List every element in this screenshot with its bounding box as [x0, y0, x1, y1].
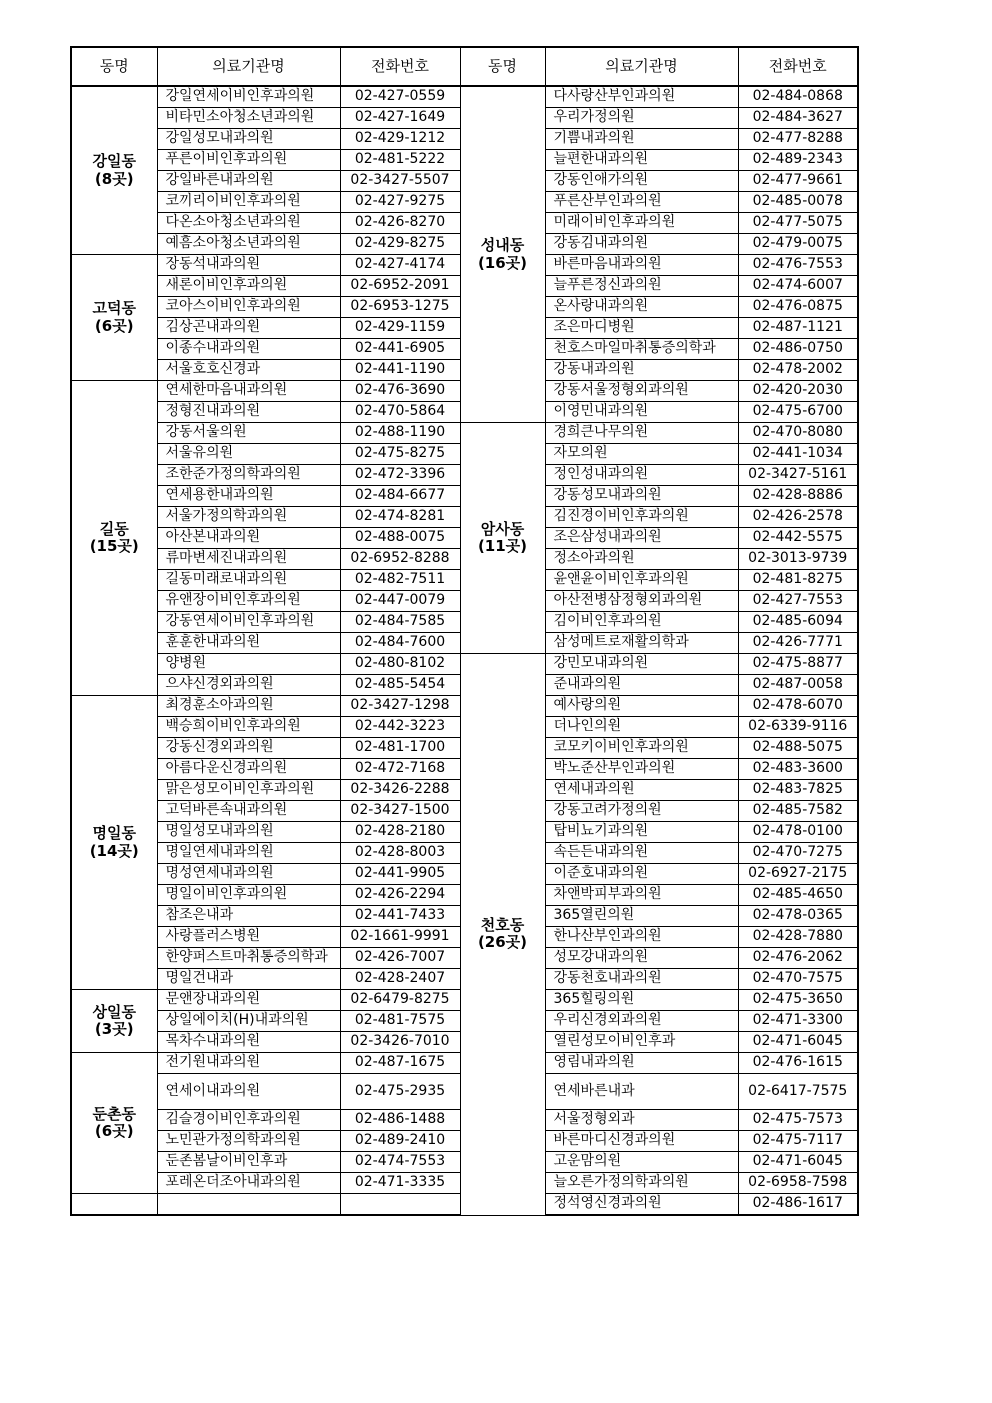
clinic-name: 길동미래로내과의원	[157, 570, 340, 591]
clinic-phone: 02-472-7168	[340, 759, 460, 780]
clinic-phone: 02-484-6677	[340, 486, 460, 507]
clinic-phone: 02-487-1121	[738, 318, 858, 339]
clinic-name: 강일바른내과의원	[157, 171, 340, 192]
clinic-name: 서울정형외과	[545, 1110, 738, 1131]
clinic-phone: 02-6339-9116	[738, 717, 858, 738]
header-dong: 동명	[460, 47, 545, 86]
clinic-name: 코끼리이비인후과의원	[157, 192, 340, 213]
clinic-phone: 02-475-8877	[738, 654, 858, 675]
clinic-name: 정형진내과의원	[157, 402, 340, 423]
clinic-name: 새론이비인후과의원	[157, 276, 340, 297]
clinic-phone: 02-478-0100	[738, 822, 858, 843]
clinic-phone: 02-483-7825	[738, 780, 858, 801]
clinic-phone: 02-441-1034	[738, 444, 858, 465]
dong-cell	[460, 86, 545, 423]
clinic-name: 김이비인후과의원	[545, 612, 738, 633]
clinic-name: 아산전병삼정형외과의원	[545, 591, 738, 612]
clinic-name: 전기원내과의원	[157, 1053, 340, 1074]
clinic-name: 연세내과의원	[545, 780, 738, 801]
clinic-phone: 02-426-8270	[340, 213, 460, 234]
clinic-phone: 02-485-5454	[340, 675, 460, 696]
clinic-name: 명일건내과	[157, 969, 340, 990]
clinic-phone: 02-470-7275	[738, 843, 858, 864]
dong-name: 암사동	[480, 519, 525, 538]
clinic-phone: 02-484-7585	[340, 612, 460, 633]
clinic-phone: 02-6952-2091	[340, 276, 460, 297]
clinic-name: 천호스마일마취통증의학과	[545, 339, 738, 360]
dong-cell	[71, 381, 157, 696]
clinic-phone: 02-480-8102	[340, 654, 460, 675]
header-name: 의료기관명	[157, 47, 340, 86]
clinic-phone: 02-472-3396	[340, 465, 460, 486]
clinic-phone: 02-489-2410	[340, 1131, 460, 1152]
clinic-name: 정석영신경과의원	[545, 1194, 738, 1216]
clinic-phone: 02-476-0875	[738, 297, 858, 318]
header-name: 의료기관명	[545, 47, 738, 86]
clinic-phone: 02-474-7553	[340, 1152, 460, 1173]
dong-cell	[460, 654, 545, 1216]
clinic-phone: 02-6927-2175	[738, 864, 858, 885]
clinic-phone: 02-476-3690	[340, 381, 460, 402]
clinic-phone: 02-426-7771	[738, 633, 858, 654]
header-phone: 전화번호	[340, 47, 460, 86]
clinic-phone: 02-470-7575	[738, 969, 858, 990]
dong-name: 천호동	[480, 916, 525, 934]
clinic-name: 강동내과의원	[545, 360, 738, 381]
header-row	[71, 47, 858, 86]
clinic-phone: 02-3013-9739	[738, 549, 858, 570]
clinic-name: 고덕바른속내과의원	[157, 801, 340, 822]
clinic-name: 늘편한내과의원	[545, 150, 738, 171]
clinic-phone: 02-487-0058	[738, 675, 858, 696]
clinic-phone: 02-475-2935	[340, 1074, 460, 1110]
clinic-name: 차앤박피부과의원	[545, 885, 738, 906]
clinic-phone: 02-471-6045	[738, 1032, 858, 1053]
clinic-name: 고운맘의원	[545, 1152, 738, 1173]
clinic-name: 서울호호신경과	[157, 360, 340, 381]
clinic-phone: 02-485-0078	[738, 192, 858, 213]
clinic-phone: 02-3427-5161	[738, 465, 858, 486]
dong-cell	[71, 1053, 157, 1194]
dong-cell	[71, 990, 157, 1053]
clinic-phone: 02-483-3600	[738, 759, 858, 780]
clinic-phone: 02-478-6070	[738, 696, 858, 717]
clinic-phone: 02-6953-1275	[340, 297, 460, 318]
clinic-phone: 02-428-8003	[340, 843, 460, 864]
dong-count: (8곳)	[94, 169, 134, 188]
clinic-phone: 02-427-7553	[738, 591, 858, 612]
clinic-phone: 02-428-8886	[738, 486, 858, 507]
clinic-name: 탑비뇨기과의원	[545, 822, 738, 843]
clinic-name: 최경훈소아과의원	[157, 696, 340, 717]
clinic-name: 김진경이비인후과의원	[545, 507, 738, 528]
clinic-phone: 02-475-3650	[738, 990, 858, 1011]
clinic-name: 연세용한내과의원	[157, 486, 340, 507]
clinic-phone: 02-441-1190	[340, 360, 460, 381]
clinic-name: 조은삼성내과의원	[545, 528, 738, 549]
clinic-phone: 02-476-7553	[738, 255, 858, 276]
clinic-name: 365힐링의원	[545, 990, 738, 1011]
clinic-name: 강동천호내과의원	[545, 969, 738, 990]
clinic-name: 명일성모내과의원	[157, 822, 340, 843]
clinic-name: 장동석내과의원	[157, 255, 340, 276]
dong-name: 상일동	[92, 1002, 136, 1021]
clinic-name: 속든든내과의원	[545, 843, 738, 864]
clinic-name: 성모강내과의원	[545, 948, 738, 969]
clinic-name: 서울유의원	[157, 444, 340, 465]
clinic-phone: 02-427-4174	[340, 255, 460, 276]
clinic-name: 강일연세이비인후과의원	[157, 86, 340, 108]
clinic-phone: 02-479-0075	[738, 234, 858, 255]
clinic-phone: 02-485-7582	[738, 801, 858, 822]
clinic-phone: 02-470-8080	[738, 423, 858, 444]
clinic-phone: 02-426-2578	[738, 507, 858, 528]
clinic-name: 열린성모이비인후과	[545, 1032, 738, 1053]
clinic-phone: 02-488-5075	[738, 738, 858, 759]
clinic-phone: 02-489-2343	[738, 150, 858, 171]
clinic-phone: 02-477-9661	[738, 171, 858, 192]
clinic-name: 아산본내과의원	[157, 528, 340, 549]
clinic-name: 훈훈한내과의원	[157, 633, 340, 654]
clinic-phone: 02-441-9905	[340, 864, 460, 885]
clinic-name: 예흠소아청소년과의원	[157, 234, 340, 255]
dong-count: (6곳)	[94, 316, 134, 335]
clinic-name: 박노준산부인과의원	[545, 759, 738, 780]
clinic-phone: 02-6952-8288	[340, 549, 460, 570]
clinic-name: 양병원	[157, 654, 340, 675]
clinic-name: 바른마디신경과의원	[545, 1131, 738, 1152]
clinic-phone: 02-488-0075	[340, 528, 460, 549]
clinic-name: 포레온더조아내과의원	[157, 1173, 340, 1194]
clinic-phone: 02-470-5864	[340, 402, 460, 423]
clinic-phone: 02-482-7511	[340, 570, 460, 591]
clinic-phone: 02-3427-1500	[340, 801, 460, 822]
table-row	[71, 423, 858, 444]
clinic-phone: 02-485-6094	[738, 612, 858, 633]
clinic-name: 365열린의원	[545, 906, 738, 927]
dong-cell	[460, 423, 545, 654]
clinic-phone: 02-420-2030	[738, 381, 858, 402]
empty-cell	[157, 1194, 340, 1216]
clinic-name: 영림내과의원	[545, 1053, 738, 1074]
clinic-phone: 02-441-6905	[340, 339, 460, 360]
dong-count: (26곳)	[477, 933, 528, 952]
clinic-name: 미래이비인후과의원	[545, 213, 738, 234]
clinic-name: 비타민소아청소년과의원	[157, 108, 340, 129]
clinic-name: 맑은성모이비인후과의원	[157, 780, 340, 801]
clinic-directory-table	[70, 46, 859, 1216]
clinic-phone: 02-475-8275	[340, 444, 460, 465]
clinic-phone: 02-476-1615	[738, 1053, 858, 1074]
clinic-phone: 02-481-8275	[738, 570, 858, 591]
clinic-name: 참조은내과	[157, 906, 340, 927]
clinic-name: 류마변세진내과의원	[157, 549, 340, 570]
clinic-phone: 02-484-7600	[340, 633, 460, 654]
clinic-name: 강동서울의원	[157, 423, 340, 444]
clinic-phone: 02-429-8275	[340, 234, 460, 255]
clinic-name: 이영민내과의원	[545, 402, 738, 423]
clinic-phone: 02-477-8288	[738, 129, 858, 150]
table-row	[71, 86, 858, 108]
dong-count: (14곳)	[89, 841, 139, 860]
clinic-name: 아름다운신경과의원	[157, 759, 340, 780]
clinic-name: 명성연세내과의원	[157, 864, 340, 885]
clinic-phone: 02-471-3335	[340, 1173, 460, 1194]
dong-count: (3곳)	[94, 1020, 134, 1038]
dong-cell	[71, 86, 157, 255]
clinic-phone: 02-427-0559	[340, 86, 460, 108]
dong-count: (11곳)	[477, 537, 528, 555]
clinic-phone: 02-442-5575	[738, 528, 858, 549]
clinic-name: 강동김내과의원	[545, 234, 738, 255]
clinic-name: 백승희이비인후과의원	[157, 717, 340, 738]
clinic-phone: 02-488-1190	[340, 423, 460, 444]
dong-name: 고덕동	[92, 299, 136, 318]
clinic-name: 김슬경이비인후과의원	[157, 1110, 340, 1131]
clinic-name: 경희큰나무의원	[545, 423, 738, 444]
clinic-name: 준내과의원	[545, 675, 738, 696]
clinic-name: 윤앤윤이비인후과의원	[545, 570, 738, 591]
dong-cell	[71, 255, 157, 381]
clinic-name: 코모키이비인후과의원	[545, 738, 738, 759]
clinic-name: 강동신경외과의원	[157, 738, 340, 759]
clinic-name: 온사랑내과의원	[545, 297, 738, 318]
clinic-phone: 02-6958-7598	[738, 1173, 858, 1194]
clinic-name: 한양퍼스트마취통증의학과	[157, 948, 340, 969]
dong-name: 길동	[99, 519, 129, 538]
clinic-name: 강동연세이비인후과의원	[157, 612, 340, 633]
clinic-phone: 02-3426-2288	[340, 780, 460, 801]
dong-name: 강일동	[92, 152, 136, 171]
clinic-phone: 02-428-7880	[738, 927, 858, 948]
clinic-phone: 02-486-0750	[738, 339, 858, 360]
clinic-phone: 02-481-1700	[340, 738, 460, 759]
clinic-name: 정소아과의원	[545, 549, 738, 570]
dong-count: (6곳)	[94, 1122, 134, 1140]
clinic-name: 명일연세내과의원	[157, 843, 340, 864]
clinic-name: 연세이내과의원	[157, 1074, 340, 1110]
clinic-name: 다온소아청소년과의원	[157, 213, 340, 234]
clinic-name: 한나산부인과의원	[545, 927, 738, 948]
dong-count: (16곳)	[477, 253, 528, 272]
clinic-phone: 02-447-0079	[340, 591, 460, 612]
clinic-phone: 02-484-0868	[738, 86, 858, 108]
clinic-name: 문앤장내과의원	[157, 990, 340, 1011]
clinic-name: 더나인의원	[545, 717, 738, 738]
clinic-name: 노민관가정의학과의원	[157, 1131, 340, 1152]
dong-name: 명일동	[92, 824, 136, 843]
clinic-phone: 02-429-1159	[340, 318, 460, 339]
clinic-name: 삼성메트로재활의학과	[545, 633, 738, 654]
clinic-phone: 02-3427-5507	[340, 171, 460, 192]
clinic-phone: 02-475-6700	[738, 402, 858, 423]
clinic-phone: 02-474-8281	[340, 507, 460, 528]
clinic-name: 강민모내과의원	[545, 654, 738, 675]
clinic-name: 정인성내과의원	[545, 465, 738, 486]
clinic-phone: 02-442-3223	[340, 717, 460, 738]
clinic-name: 바른마음내과의원	[545, 255, 738, 276]
clinic-name: 자모의원	[545, 444, 738, 465]
clinic-phone: 02-475-7117	[738, 1131, 858, 1152]
dong-name: 둔촌동	[92, 1104, 136, 1123]
clinic-name: 예사랑의원	[545, 696, 738, 717]
clinic-phone: 02-6417-7575	[738, 1074, 858, 1110]
clinic-phone: 02-429-1212	[340, 129, 460, 150]
clinic-name: 강동서울정형외과의원	[545, 381, 738, 402]
clinic-phone: 02-481-7575	[340, 1011, 460, 1032]
clinic-name: 연세바른내과	[545, 1074, 738, 1110]
clinic-phone: 02-487-1675	[340, 1053, 460, 1074]
clinic-phone: 02-481-5222	[340, 150, 460, 171]
clinic-phone: 02-478-0365	[738, 906, 858, 927]
clinic-phone: 02-475-7573	[738, 1110, 858, 1131]
clinic-phone: 02-3427-1298	[340, 696, 460, 717]
clinic-name: 이종수내과의원	[157, 339, 340, 360]
clinic-name: 늘푸른정신과의원	[545, 276, 738, 297]
clinic-phone: 02-441-7433	[340, 906, 460, 927]
clinic-name: 코아스이비인후과의원	[157, 297, 340, 318]
clinic-phone: 02-471-3300	[738, 1011, 858, 1032]
clinic-phone: 02-476-2062	[738, 948, 858, 969]
clinic-name: 조한준가정의학과의원	[157, 465, 340, 486]
clinic-name: 연세한마음내과의원	[157, 381, 340, 402]
clinic-name: 으샤신경외과의원	[157, 675, 340, 696]
clinic-phone: 02-478-2002	[738, 360, 858, 381]
clinic-name: 둔존봄날이비인후과	[157, 1152, 340, 1173]
clinic-phone: 02-6479-8275	[340, 990, 460, 1011]
clinic-name: 다사랑산부인과의원	[545, 86, 738, 108]
clinic-phone: 02-474-6007	[738, 276, 858, 297]
clinic-name: 강동고려가정의원	[545, 801, 738, 822]
clinic-phone: 02-486-1617	[738, 1194, 858, 1216]
clinic-phone: 02-426-7007	[340, 948, 460, 969]
clinic-phone: 02-426-2294	[340, 885, 460, 906]
clinic-phone: 02-485-4650	[738, 885, 858, 906]
table-row	[71, 654, 858, 675]
clinic-name: 이준호내과의원	[545, 864, 738, 885]
clinic-name: 서울가정의학과의원	[157, 507, 340, 528]
clinic-name: 조은마디병원	[545, 318, 738, 339]
dong-name: 성내동	[480, 236, 525, 255]
clinic-name: 기쁨내과의원	[545, 129, 738, 150]
clinic-phone: 02-477-5075	[738, 213, 858, 234]
dong-count: (15곳)	[89, 537, 139, 555]
clinic-name: 명일이비인후과의원	[157, 885, 340, 906]
clinic-phone: 02-1661-9991	[340, 927, 460, 948]
empty-cell	[340, 1194, 460, 1216]
clinic-name: 강동성모내과의원	[545, 486, 738, 507]
clinic-phone: 02-428-2407	[340, 969, 460, 990]
empty-cell	[71, 1194, 157, 1216]
clinic-phone: 02-3426-7010	[340, 1032, 460, 1053]
clinic-name: 목차수내과의원	[157, 1032, 340, 1053]
clinic-name: 강동인애가의원	[545, 171, 738, 192]
clinic-name: 우리가정의원	[545, 108, 738, 129]
clinic-name: 푸른산부인과의원	[545, 192, 738, 213]
clinic-name: 늘오른가정의학과의원	[545, 1173, 738, 1194]
clinic-phone: 02-484-3627	[738, 108, 858, 129]
dong-cell	[71, 696, 157, 990]
header-phone: 전화번호	[738, 47, 858, 86]
clinic-phone: 02-486-1488	[340, 1110, 460, 1131]
clinic-phone: 02-427-9275	[340, 192, 460, 213]
clinic-name: 유앤장이비인후과의원	[157, 591, 340, 612]
clinic-name: 상일에이치(H)내과의원	[157, 1011, 340, 1032]
clinic-phone: 02-428-2180	[340, 822, 460, 843]
clinic-name: 사랑플러스병원	[157, 927, 340, 948]
clinic-name: 김상곤내과의원	[157, 318, 340, 339]
header-dong: 동명	[71, 47, 157, 86]
clinic-phone: 02-427-1649	[340, 108, 460, 129]
clinic-name: 우리신경외과의원	[545, 1011, 738, 1032]
clinic-phone: 02-471-6045	[738, 1152, 858, 1173]
clinic-name: 강일성모내과의원	[157, 129, 340, 150]
clinic-name: 푸른이비인후과의원	[157, 150, 340, 171]
